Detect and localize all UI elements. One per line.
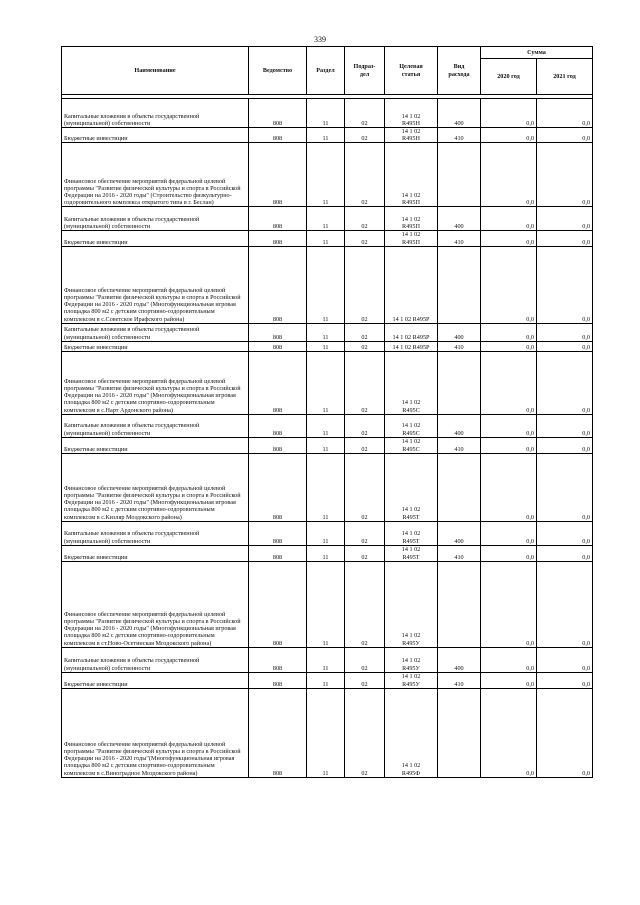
row-department: 808 <box>249 414 307 437</box>
row-department: 808 <box>249 437 307 453</box>
header-year-2021: 2021 год <box>537 59 593 95</box>
row-name: Капитальные вложения в объекты государственной (муниципальной) собственности <box>62 521 249 545</box>
row-expense-type: 410 <box>438 672 481 688</box>
row-department: 808 <box>249 647 307 672</box>
row-target: 14 1 02 R495П <box>385 207 438 231</box>
row-subsection: 02 <box>345 351 385 414</box>
row-section: 11 <box>307 128 345 143</box>
row-sum-2020: 0,0 <box>481 672 537 688</box>
row-subsection: 02 <box>345 545 385 561</box>
row-section: 11 <box>307 647 345 672</box>
row-target: 14 1 02 R495Р <box>385 246 438 323</box>
table-row <box>62 414 593 437</box>
row-target: 14 1 02 R495У <box>385 647 438 672</box>
row-name: Финансовое обеспечение мероприятий федеральной целевой программы "Развитие физической культуры и спорта в Российской Федерации на 2016 - 2020 годы" (Многофункциональная игровая площадка 800 м2 с детским спортивно-оздоровительным комплексом в с.Нарт Ардонского района) <box>62 351 249 414</box>
row-sum-2021: 0,0 <box>537 521 593 545</box>
row-target: 14 1 02 R495С <box>385 414 438 437</box>
table-row <box>62 207 593 231</box>
table-row <box>62 143 593 207</box>
row-sum-2020: 0,0 <box>481 207 537 231</box>
row-subsection: 02 <box>345 672 385 688</box>
row-target: 14 1 02 R495Т <box>385 453 438 521</box>
row-department: 808 <box>249 207 307 231</box>
row-department: 808 <box>249 341 307 351</box>
row-section: 11 <box>307 561 345 647</box>
row-sum-2021: 0,0 <box>537 143 593 207</box>
table-row <box>62 341 593 351</box>
row-sum-2021: 0,0 <box>537 561 593 647</box>
row-expense-type <box>438 688 481 777</box>
header-name: Наименование <box>62 47 249 95</box>
row-section: 11 <box>307 341 345 351</box>
table-row <box>62 323 593 341</box>
row-subsection: 02 <box>345 521 385 545</box>
row-name: Капитальные вложения в объекты государственной (муниципальной) собственности <box>62 647 249 672</box>
row-subsection: 02 <box>345 207 385 231</box>
row-department: 808 <box>249 246 307 323</box>
row-sum-2020: 0,0 <box>481 351 537 414</box>
table-row <box>62 647 593 672</box>
row-subsection: 02 <box>345 246 385 323</box>
row-sum-2020: 0,0 <box>481 647 537 672</box>
row-name: Бюджетные инвестиции <box>62 545 249 561</box>
table-row <box>62 128 593 143</box>
row-sum-2021: 0,0 <box>537 437 593 453</box>
row-sum-2020: 0,0 <box>481 414 537 437</box>
header-department: Ведомство <box>249 47 307 95</box>
row-department: 808 <box>249 453 307 521</box>
row-expense-type <box>438 143 481 207</box>
row-target: 14 1 02 R495Ф <box>385 688 438 777</box>
row-target: 14 1 02 R495У <box>385 561 438 647</box>
row-expense-type <box>438 453 481 521</box>
row-name: Финансовое обеспечение мероприятий федеральной целевой программы "Развитие физической культуры и спорта в Российской Федерации на 2016 - 2020 годы" (Многофункциональная игровая площадка 800 м2 с детским спортивно-оздоровительным комплексом в с.Кизляр Моздокского района) <box>62 453 249 521</box>
row-target: 14 1 02 R495Т <box>385 545 438 561</box>
row-section: 11 <box>307 246 345 323</box>
row-sum-2021: 0,0 <box>537 672 593 688</box>
row-name: Бюджетные инвестиции <box>62 437 249 453</box>
table-row <box>62 545 593 561</box>
row-subsection: 02 <box>345 128 385 143</box>
row-expense-type <box>438 561 481 647</box>
row-department: 808 <box>249 143 307 207</box>
row-name: Бюджетные инвестиции <box>62 672 249 688</box>
row-section: 11 <box>307 231 345 246</box>
row-subsection: 02 <box>345 688 385 777</box>
row-target: 14 1 02 R495У <box>385 672 438 688</box>
row-department: 808 <box>249 688 307 777</box>
budget-table <box>61 46 593 778</box>
row-subsection: 02 <box>345 341 385 351</box>
row-expense-type: 400 <box>438 207 481 231</box>
row-name: Капитальные вложения в объекты государственной (муниципальной) собственности <box>62 99 249 128</box>
row-name: Бюджетные инвестиции <box>62 341 249 351</box>
row-expense-type: 410 <box>438 231 481 246</box>
row-section: 11 <box>307 351 345 414</box>
row-name: Финансовое обеспечение мероприятий федеральной целевой программы "Развитие физической культуры и спорта в Российской Федерации на 2016 - 2020 годы"(Многофункциональная игровая площадка 800 м2 с детским спортивно-оздоровительным комплексом в с.Виноградное Моздокского района) <box>62 688 249 777</box>
row-sum-2021: 0,0 <box>537 246 593 323</box>
row-section: 11 <box>307 323 345 341</box>
row-section: 11 <box>307 672 345 688</box>
table-row <box>62 231 593 246</box>
row-subsection: 02 <box>345 414 385 437</box>
table-row <box>62 246 593 323</box>
row-sum-2021: 0,0 <box>537 128 593 143</box>
row-section: 11 <box>307 545 345 561</box>
row-sum-2020: 0,0 <box>481 99 537 128</box>
row-sum-2020: 0,0 <box>481 231 537 246</box>
row-department: 808 <box>249 561 307 647</box>
row-sum-2020: 0,0 <box>481 143 537 207</box>
row-sum-2021: 0,0 <box>537 647 593 672</box>
row-sum-2021: 0,0 <box>537 207 593 231</box>
page-number: 339 <box>314 35 326 44</box>
row-department: 808 <box>249 672 307 688</box>
row-expense-type: 400 <box>438 99 481 128</box>
row-department: 808 <box>249 128 307 143</box>
row-sum-2020: 0,0 <box>481 437 537 453</box>
row-department: 808 <box>249 323 307 341</box>
row-section: 11 <box>307 437 345 453</box>
row-target: 14 1 02 R495С <box>385 437 438 453</box>
row-target: 14 1 02 R495П <box>385 231 438 246</box>
row-expense-type: 410 <box>438 341 481 351</box>
row-expense-type: 400 <box>438 521 481 545</box>
row-department: 808 <box>249 521 307 545</box>
row-subsection: 02 <box>345 647 385 672</box>
row-sum-2021: 0,0 <box>537 453 593 521</box>
table-row <box>62 99 593 128</box>
header-section: Раздел <box>307 47 345 95</box>
row-subsection: 02 <box>345 323 385 341</box>
row-expense-type: 410 <box>438 545 481 561</box>
row-sum-2021: 0,0 <box>537 414 593 437</box>
row-target: 14 1 02 R495Н <box>385 128 438 143</box>
row-target: 14 1 02 R495П <box>385 143 438 207</box>
row-subsection: 02 <box>345 99 385 128</box>
row-section: 11 <box>307 688 345 777</box>
row-target: 14 1 02 R495Р <box>385 323 438 341</box>
row-sum-2020: 0,0 <box>481 341 537 351</box>
row-sum-2021: 0,0 <box>537 231 593 246</box>
row-department: 808 <box>249 351 307 414</box>
row-sum-2021: 0,0 <box>537 323 593 341</box>
row-expense-type <box>438 351 481 414</box>
row-expense-type: 400 <box>438 647 481 672</box>
row-sum-2021: 0,0 <box>537 351 593 414</box>
header-target: Целевая статья <box>385 47 438 95</box>
row-expense-type <box>438 246 481 323</box>
row-target: 14 1 02 R495С <box>385 351 438 414</box>
table-row <box>62 437 593 453</box>
row-sum-2020: 0,0 <box>481 545 537 561</box>
table-row <box>62 561 593 647</box>
row-sum-2020: 0,0 <box>481 561 537 647</box>
row-section: 11 <box>307 414 345 437</box>
row-department: 808 <box>249 545 307 561</box>
row-subsection: 02 <box>345 453 385 521</box>
row-name: Финансовое обеспечение мероприятий федеральной целевой программы "Развитие физической культуры и спорта в Российской Федерации на 2016 - 2020 годы" (Многофункциональная игровая площадка 800 м2 с детским спортивно-оздоровительным комплексом в с.Советское Ирафского района) <box>62 246 249 323</box>
row-sum-2021: 0,0 <box>537 341 593 351</box>
row-name: Финансовое обеспечение мероприятий федеральной целевой программы "Развитие физической культуры и спорта в Российской Федерации на 2016 - 2020 годы" (Строительство физкультурно-оздоровительного комплекса открытого типа в г. Беслан) <box>62 143 249 207</box>
header-year-2020: 2020 год <box>481 59 537 95</box>
table-row <box>62 351 593 414</box>
row-sum-2020: 0,0 <box>481 453 537 521</box>
row-section: 11 <box>307 521 345 545</box>
row-target: 14 1 02 R495Р <box>385 341 438 351</box>
row-sum-2020: 0,0 <box>481 521 537 545</box>
row-target: 14 1 02 R495Н <box>385 99 438 128</box>
table-row <box>62 453 593 521</box>
row-name: Бюджетные инвестиции <box>62 128 249 143</box>
row-name: Капитальные вложения в объекты государственной (муниципальной) собственности <box>62 323 249 341</box>
table-body <box>62 95 593 778</box>
row-name: Капитальные вложения в объекты государственной (муниципальной) собственности <box>62 207 249 231</box>
row-section: 11 <box>307 453 345 521</box>
table-row <box>62 688 593 777</box>
row-expense-type: 410 <box>438 437 481 453</box>
table-row <box>62 521 593 545</box>
row-sum-2020: 0,0 <box>481 323 537 341</box>
row-sum-2021: 0,0 <box>537 545 593 561</box>
row-name: Капитальные вложения в объекты государственной (муниципальной) собственности <box>62 414 249 437</box>
row-sum-2020: 0,0 <box>481 128 537 143</box>
row-target: 14 1 02 R495Т <box>385 521 438 545</box>
row-section: 11 <box>307 143 345 207</box>
header-sum: Сумма <box>481 47 593 59</box>
row-section: 11 <box>307 207 345 231</box>
row-expense-type: 400 <box>438 414 481 437</box>
row-name: Бюджетные инвестиции <box>62 231 249 246</box>
table-row <box>62 672 593 688</box>
row-expense-type: 400 <box>438 323 481 341</box>
header-subsection: Подраз- дел <box>345 47 385 95</box>
row-sum-2021: 0,0 <box>537 688 593 777</box>
row-name: Финансовое обеспечение мероприятий федеральной целевой программы "Развитие физической культуры и спорта в Российской Федерации на 2016 - 2020 годы" (Многофункциональная игровая площадка 800 м2 с детским спортивно-оздоровительным комплексом в ст.Ново-Осетинская Моздокского района) <box>62 561 249 647</box>
row-department: 808 <box>249 99 307 128</box>
header-expense-type: Вид расхода <box>438 47 481 95</box>
row-sum-2020: 0,0 <box>481 246 537 323</box>
row-department: 808 <box>249 231 307 246</box>
row-sum-2020: 0,0 <box>481 688 537 777</box>
row-sum-2021: 0,0 <box>537 99 593 128</box>
row-expense-type: 410 <box>438 128 481 143</box>
row-section: 11 <box>307 99 345 128</box>
row-subsection: 02 <box>345 143 385 207</box>
row-subsection: 02 <box>345 437 385 453</box>
row-subsection: 02 <box>345 561 385 647</box>
row-subsection: 02 <box>345 231 385 246</box>
